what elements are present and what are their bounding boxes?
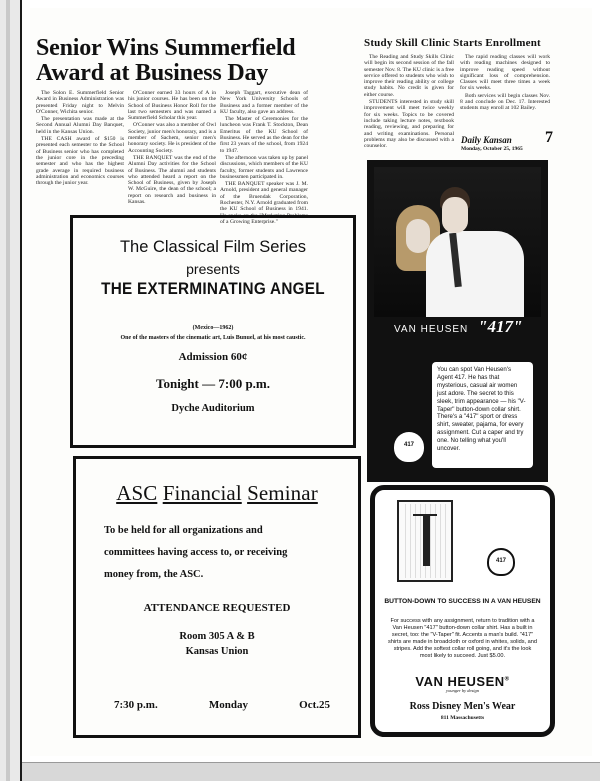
van-heusen-ad-agent <box>367 160 548 482</box>
seminar-body <box>76 520 358 586</box>
article-paragraph: THE BANQUET was the end of the Alumni Day activities for the School of Business. The alumni and students who attended heard a report on the School of Business, given by Joseph W. McGuire, the dean of the school; a report on research and business in Kansas. <box>128 154 216 206</box>
van-heusen-brand: VAN HEUSEN <box>394 324 469 335</box>
article-paragraph: Both services will begin classes Nov. 8 and conclude on Dec. 17. Interested students may enroll at 102 Bailey. <box>460 92 550 112</box>
couple-photo <box>374 167 541 317</box>
article-column-3 <box>220 90 308 226</box>
asc-seminar-ad <box>73 456 361 738</box>
article-paragraph: The rapid reading classes will work with reading machines designed to improve reading speed without significant loss of comprehension. Classes will meet three times a week for six weeks. <box>460 54 550 92</box>
seminar-day: Monday <box>208 699 248 711</box>
article-paragraph: STUDENTS interested in study skill improvement will meet twice weekly for six weeks. Topics to be covered include taking lecture notes, textbook reading, reviewing, and preparing for and writing examinations. Personal problems may also be discussed with a counselor. <box>364 99 454 150</box>
paper-name: Daily Kansan <box>461 135 512 145</box>
registered-mark: ® <box>504 676 510 683</box>
article-paragraph: O'Conner earned 33 hours of A in his junior courses. He has been on the School of Business Honor Roll for the last two semesters and was named a Summerfield Scholar this year. <box>128 90 216 122</box>
article-paragraph: Joseph Taggart, executive dean of New York University Schools of Business and a former member of the KU faculty, also gave an address. <box>220 90 308 115</box>
film-series-name: The Classical Film Series <box>119 238 307 256</box>
seminar-body-line: To be held for all organizations and <box>104 525 263 536</box>
main-headline: Senior Wins Summerfield Award at Business Day <box>36 35 296 86</box>
store-address: 811 Massachusetts <box>440 715 485 721</box>
store-ad-brand-name: VAN HEUSEN <box>415 674 505 689</box>
store-ad-tagline: younger by design <box>446 688 479 693</box>
van-heusen-model: "417" <box>478 317 523 336</box>
film-title: THE EXTERMINATING ANGEL <box>101 279 325 298</box>
scan-edge-bottom <box>22 762 600 781</box>
seminar-title-word1: Financial <box>162 481 242 505</box>
van-heusen-ad-store <box>370 485 555 737</box>
seminar-building: Kansas Union <box>185 646 249 657</box>
seminar-request: ATTENDANCE REQUESTED <box>143 602 291 614</box>
seminar-title-prefix: ASC <box>116 481 158 505</box>
store-name: Ross Disney Men's Wear <box>409 701 516 712</box>
film-time: Tonight — 7:00 p.m. <box>155 376 271 391</box>
store-ad-copy: For success with any assignment, return to tradition with a Van Heusen "417" button-down collar shirt. Has a built in secret, too: the "V-Taper" fit. Accents a man's build. "417" shirts are made in broadcloth or oxford in whites, solids, and stripes. Add the softest collar roll going, and it's the look most likely to succeed. Just $5.00. <box>388 618 537 659</box>
shirt-box-icon <box>397 500 453 582</box>
seminar-schedule <box>114 699 330 711</box>
article-paragraph: The Solon E. Summerfield Senior Award in Business Administration was presented Friday night to Melvin O'Conner, Wichita senior. <box>36 90 124 115</box>
seminar-title-word2: Seminar <box>247 481 318 505</box>
film-origin: (Mexico—1962) <box>192 325 234 331</box>
van-heusen-copy: You can spot Van Heusen's Agent 417. He has that mysterious, casual air women just adore. The secret to this sleek, trim appearance — his "V-Taper" button-down collar shirt. There's a "417" sport or dress shirt, sweater, pajama, for every assignment. Cut a caper and try one. No telling what you'll uncover. <box>432 362 533 468</box>
seminar-body-line: committees having access to, or receiving <box>104 547 288 558</box>
store-ad-brand <box>375 674 550 689</box>
seminar-room: Room 305 A & B <box>179 631 255 642</box>
side-headline: Study Skill Clinic Starts Enrollment <box>364 37 541 49</box>
article-column-2 <box>128 90 216 206</box>
article-paragraph: The Reading and Study Skills Clinic will begin its second session of the fall semester Nov. 8. The KU clinic is a free service offered to students who wish to improve their reading ability or college study habits. No credit is given for either course. <box>364 54 454 98</box>
film-place: Dyche Auditorium <box>171 403 255 414</box>
seminar-time: 7:30 p.m. <box>114 699 158 711</box>
article-paragraph: O'Conner was also a member of Owl Society, junior men's honorary, and is a member of Sachem, senior men's honorary society. He is president of the Accounting Society. <box>128 122 216 154</box>
seminar-body-line: money from, the ASC. <box>104 569 204 580</box>
side-column-1 <box>364 54 454 150</box>
page-number: 7 <box>545 129 553 146</box>
article-column-1 <box>36 90 124 187</box>
article-paragraph: THE CASH award of $150 is presented each semester to the School of Business senior who has completed the junior core in the preceding semester and who has the highest grade average in required business administration and economics courses through the junior year. <box>36 136 124 187</box>
article-paragraph: The afternoon was taken up by panel discussions, which members of the KU faculty, former students and Lawrence businessmen participated in. <box>220 154 308 180</box>
masthead <box>461 129 553 153</box>
article-paragraph: The Master of Ceremonies for the luncheon was Frank T. Stockton, Dean Emeritus of the KU School of Business. He served as the dean for the first 23 years of the school, from 1924 to 1947. <box>220 116 308 154</box>
film-admission: Admission 60¢ <box>178 351 248 363</box>
article-paragraph: THE BANQUET speaker was J. M. Arnold, president and general manager of the Bruendak Corporation, Rochester, N.Y. Arnold graduated from the KU School of Business in 1941. He spoke on the "Marketing Problems of a Growing Enterprise." <box>220 181 308 225</box>
shield-logo-icon: 417 <box>394 432 424 462</box>
seminar-date: Oct.25 <box>299 699 330 711</box>
scan-edge-left <box>0 0 22 781</box>
shield-logo-icon: 417 <box>487 548 515 576</box>
seminar-title <box>76 481 358 506</box>
store-ad-headline: BUTTON-DOWN TO SUCCESS IN A VAN HEUSEN <box>384 598 541 605</box>
article-paragraph: The presentation was made at the Second Annual Alumni Day Banquet, held in the Kansas Union. <box>36 116 124 135</box>
film-series-ad <box>70 215 356 448</box>
side-column-2 <box>460 54 550 113</box>
film-presents: presents <box>186 261 240 277</box>
film-description: One of the masters of the cinematic art, Luis Bunuel, at his most caustic. <box>120 335 306 341</box>
issue-date: Monday, October 25, 1965 <box>461 146 523 152</box>
